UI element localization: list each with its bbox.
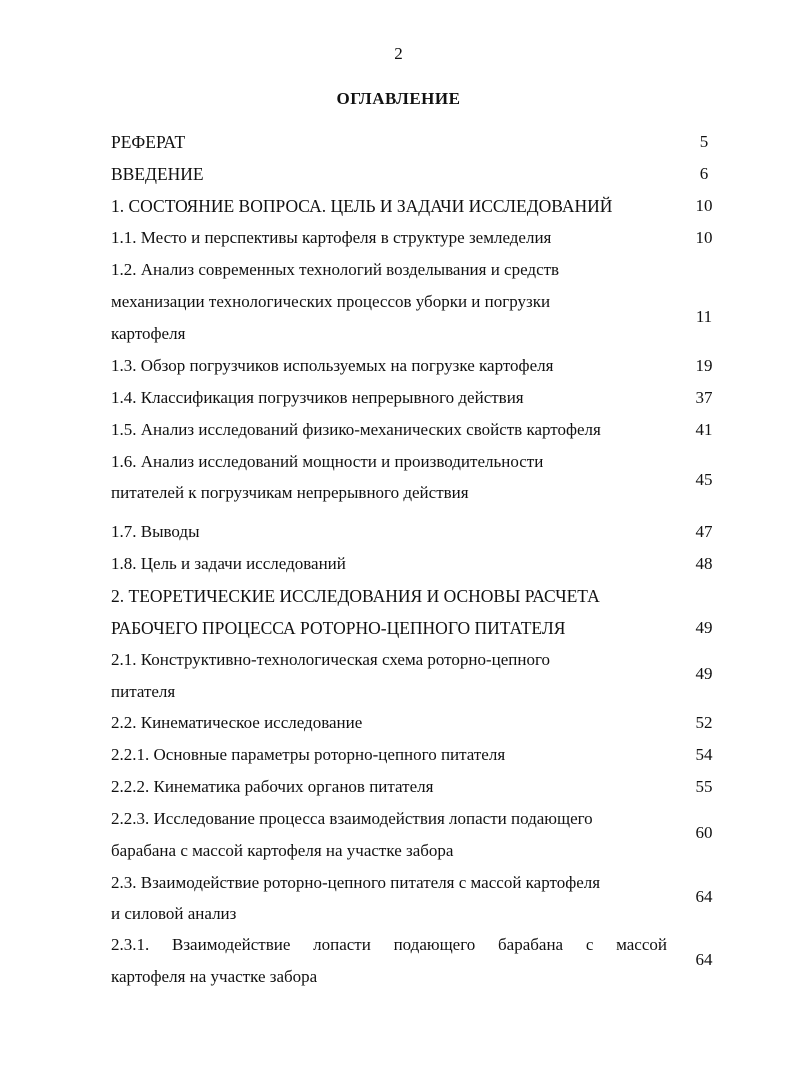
toc-entry-1-4: 1.4. Классификация погрузчиков непрерывного действия (111, 388, 524, 407)
toc-entry-chapter-2-line-1: 2. ТЕОРЕТИЧЕСКИЕ ИССЛЕДОВАНИЯ И ОСНОВЫ РАСЧЕТА (111, 586, 600, 606)
toc-page-2-1: 49 (695, 664, 713, 683)
toc-entry-1-2-line-1: 1.2. Анализ современных технологий возделывания и средств (111, 260, 560, 279)
page-title: ОГЛАВЛЕНИЕ (336, 89, 461, 108)
toc-entry-2-3-1-line-1: 2.3.1. Взаимодействие лопасти подающего барабана с массой (111, 935, 667, 954)
toc-entry-1-6-line-2: питателей к погрузчикам непрерывного действия (111, 483, 469, 502)
toc-page-1-6: 45 (695, 470, 713, 489)
toc-entry-introduction: ВВЕДЕНИЕ (111, 164, 204, 184)
toc-page-2-2-3: 60 (695, 823, 713, 842)
toc-entry-2-1-line-1: 2.1. Конструктивно-технологическая схема роторно-цепного (111, 650, 551, 669)
toc-page-2-3: 64 (695, 887, 713, 906)
toc-entry-chapter-1: 1. СОСТОЯНИЕ ВОПРОСА. ЦЕЛЬ И ЗАДАЧИ ИССЛЕДОВАНИЙ (111, 196, 613, 216)
toc-entry-1-2-line-2: механизации технологических процессов уборки и погрузки (111, 292, 551, 311)
toc-page-1-7: 47 (695, 522, 713, 541)
toc-entry-2-2-3-line-1: 2.2.3. Исследование процесса взаимодействия лопасти подающего (111, 809, 593, 828)
toc-entry-2-2-2: 2.2.2. Кинематика рабочих органов питателя (111, 777, 434, 796)
toc-entry-1-7: 1.7. Выводы (111, 522, 200, 541)
toc-entry-1-6-line-1: 1.6. Анализ исследований мощности и производительности (111, 452, 544, 471)
toc-entry-2-3-line-1: 2.3. Взаимодействие роторно-цепного питателя с массой картофеля (111, 873, 601, 892)
page-number: 2 (394, 44, 403, 63)
toc-entry-2-3-1-line-2: картофеля на участке забора (111, 967, 318, 986)
toc-page-chapter-1: 10 (695, 196, 713, 215)
toc-page-1-5: 41 (695, 420, 713, 439)
toc-entry-chapter-2-line-2: РАБОЧЕГО ПРОЦЕССА РОТОРНО-ЦЕПНОГО ПИТАТЕЛЯ (111, 618, 566, 638)
toc-entry-1-3: 1.3. Обзор погрузчиков используемых на погрузке картофеля (111, 356, 554, 375)
toc-entry-referat: РЕФЕРАТ (111, 132, 186, 152)
toc-page-1-8: 48 (695, 554, 713, 573)
toc-page-2-2: 52 (695, 713, 713, 732)
toc-page-1-3: 19 (695, 356, 713, 375)
toc-page-2-3-1: 64 (695, 950, 713, 969)
toc-entry-2-2-3-line-2: барабана с массой картофеля на участке забора (111, 841, 454, 860)
toc-entry-2-2: 2.2. Кинематическое исследование (111, 713, 363, 732)
toc-page-introduction: 6 (699, 164, 709, 183)
toc-page-2-2-2: 55 (695, 777, 713, 796)
toc-page-1-1: 10 (695, 228, 713, 247)
toc-entry-1-5: 1.5. Анализ исследований физико-механических свойств картофеля (111, 420, 601, 439)
toc-page-1-2: 11 (695, 307, 713, 326)
toc-entry-1-8: 1.8. Цель и задачи исследований (111, 554, 346, 573)
toc-entry-1-2-line-3: картофеля (111, 324, 186, 343)
toc-page-chapter-2: 49 (695, 618, 713, 637)
toc-page-2-2-1: 54 (695, 745, 713, 764)
toc-entry-2-1-line-2: питателя (111, 682, 176, 701)
toc-entry-2-3-line-2: и силовой анализ (111, 904, 237, 923)
toc-page-1-4: 37 (695, 388, 713, 407)
toc-entry-2-2-1: 2.2.1. Основные параметры роторно-цепного питателя (111, 745, 506, 764)
toc-page-referat: 5 (699, 132, 709, 151)
toc-entry-1-1: 1.1. Место и перспективы картофеля в структуре земледелия (111, 228, 552, 247)
